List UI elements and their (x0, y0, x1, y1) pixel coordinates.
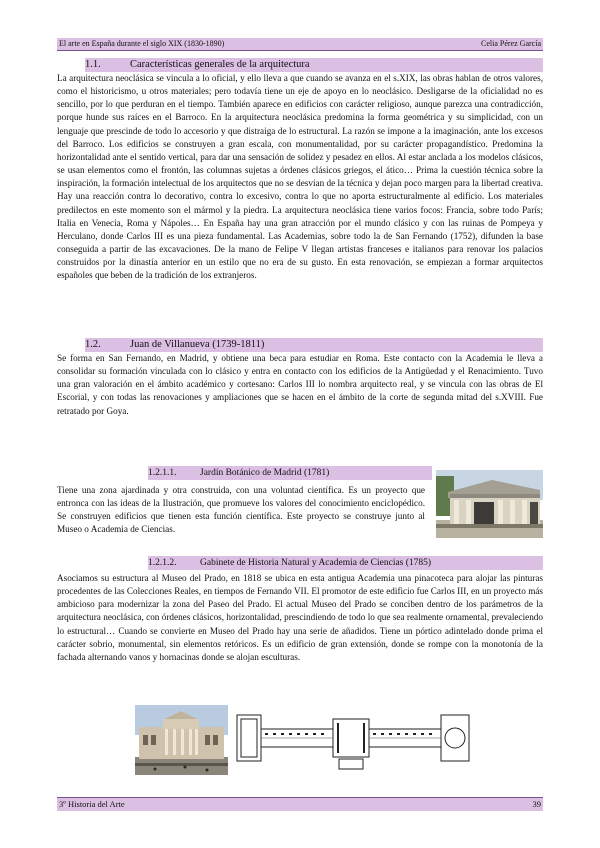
section-body-1-2-1-1: Tiene una zona ajardinada y otra construida, con una voluntad científica. Es un proyecto que entronca con las ideas de la Ilustración, que promueve los valores del conocimiento enciclopédico. Se construyen edificios que tienen esta función científica. Este proyecto se construye junto al Museo o Academia de Ciencias. (57, 485, 425, 535)
page-footer (57, 797, 543, 811)
section-heading-1-2-1-2 (148, 556, 543, 570)
section-number: 1.2.1.1. (148, 468, 177, 478)
section-number: 1.2.1.2. (148, 558, 177, 568)
botanical-garden-photo (436, 470, 543, 538)
section-heading-1-2 (85, 338, 543, 352)
section-heading-1-1 (85, 58, 543, 72)
section-title: Características generales de la arquitectura (130, 59, 310, 70)
section-number: 1.1. (85, 59, 101, 70)
footer-course: 3º Historia del Arte (59, 799, 125, 809)
page-header (57, 38, 543, 51)
prado-museum-photo (135, 705, 228, 775)
header-author: Celia Pérez García (481, 39, 541, 48)
section-title: Juan de Villanueva (1739-1811) (130, 339, 265, 350)
section-title: Gabinete de Historia Natural y Academia de Ciencias (1785) (200, 558, 432, 568)
section-title: Jardín Botánico de Madrid (1781) (200, 468, 330, 478)
page-number: 39 (532, 799, 541, 809)
section-body-1-1: La arquitectura neoclásica se vincula a lo oficial, y ello lleva a que cuando se avanza en el s.XIX, las obras hablan de otros valores, como el historicismo, u otros materiales; pero todavía tiene un eje de apoyo en lo neoclásico. Desligarse de la oficialidad no es sencillo, por lo que perduran en el tiempo. También aparece en edificios con carácter religioso, aunque parezca una contradicción, porque hunde sus raíces en el Barroco. En la arquitectura neoclásica predomina la forma geométrica y su simplicidad, con un lenguaje que prescinde de todo lo accesorio y que distraiga de lo estructural. La razón se impone a la imaginación, ante los excesos del Barroco. Los edificios se construyen a gran escala, con monumentalidad, por su carácter propagandístico. Predomina la horizontalidad ante el sentido vertical, para dar una sensación de solidez y pesadez en ellos. Al estar anclada a los modelos clásicos, se usan elementos como el frontón, las columnas sujetas a órdenes clásicos griegos, el ático… Prima la cuestión técnica sobre la inspiración, la formación intelectual de los arquitectos que no se desvían de la técnica y dejan poco margen para la libertad creativa. Hay una reacción contra lo decorativo, contra lo excesivo, contra lo que no aporta estructuralmente al edificio. Los materiales predilectos en este momento son el mármol y la piedra. La arquitectura neoclásica tiene varios focos: Francia, sobre todo París; Italia en Venecia, Roma y Nápoles… En España hay una gran atracción por el mundo clásico y con las ruinas de Pompeya y Herculano, donde Carlos III es una pieza fundamental. Las Academias, sobre todo la de San Fernando (1752), difunden la base conseguida a partir de las excavaciones. De la mano de Felipe V llegan artistas franceses e italianos para renovar los palacios construidos por la dinastía anterior en un estilo que no era de su gusto. En esta renovación, se empiezan a formar arquitectos españoles que beben de la tradición de los extranjeros. (57, 73, 543, 281)
section-body-1-2-1-2: Asociamos su estructura al Museo del Prado, en 1818 se ubica en esta antigua Academia una pinacoteca para alojar las pinturas procedentes de las Colecciones Reales, en tiempos de Fernando VII. El promotor de este edificio fue Carlos III, en un proyecto más ambicioso para modernizar la zona del Paseo del Prado. El actual Museo del Prado se conciben dentro de los parámetros de la arquitectura neoclásica, con órdenes clásicos, horizontalidad, prescindiendo de todo lo que sea realmente ornamental, prevaleciendo lo estructural… Cuando se convierte en Museo del Prado hay una serie de añadidos. Tiene un pórtico adintelado donde prima el carácter sobrio, monumental, sin elementos retóricos. Es un edificio de gran extensión, donde se rompe con la monotonía de la fachada alternando vanos y hornacinas donde se alojan esculturas. (57, 573, 543, 662)
section-number: 1.2. (85, 339, 101, 350)
section-heading-1-2-1-1 (148, 466, 432, 480)
header-title: El arte en España durante el siglo XIX (1830-1890) (59, 39, 225, 48)
prado-floor-plan (233, 705, 475, 775)
section-body-1-2: Se forma en San Fernando, en Madrid, y obtiene una beca para estudiar en Roma. Este contacto con la Academia le lleva a consolidar su formación vinculada con lo clásico y entra en contacto con los edificios de la Antigüedad y el Renacimiento. Tuvo una gran valoración en el ámbito académico y cortesano: Carlos III lo nombra arquitecto real, y se vincula con las obras de El Escorial, y con todas las renovaciones y ampliaciones que se hacen en el ámbito de la corte de segunda mitad del s.XVIII. Fue retratado por Goya. (57, 353, 543, 416)
